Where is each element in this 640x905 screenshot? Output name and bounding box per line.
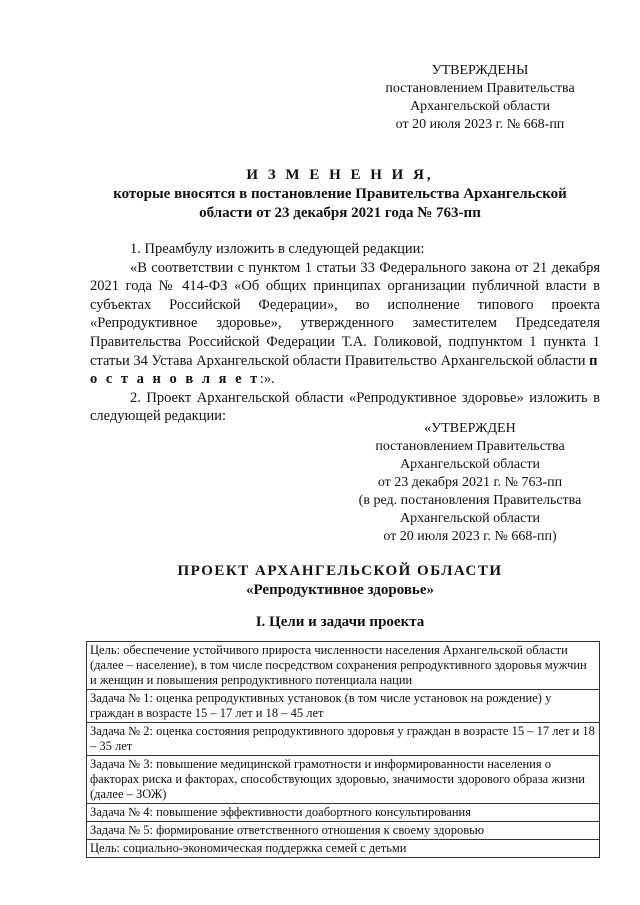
paragraph-2 (90, 259, 600, 389)
title-subtitle-2: области от 23 декабря 2021 года № 763-пп (199, 205, 481, 221)
approval2-line: от 23 декабря 2021 г. № 763-пп (377, 475, 563, 490)
paragraph-2-text: «В соответствии с пунктом 1 статьи 33 Федерального закона от 21 декабря 2021 года № 414-ФЗ «Об общих принципах организации публичной власти в субъектах Российской Федерации», во исполнение типового проекта «Репродуктивное здоровье», утвержденного заместителем Председателя Правительства Российской Федерации Т.А. Голиковой, подпунктом 1 пункта 1 статьи 34 Устава Архангельской области Правительство Архангельской области (90, 259, 600, 369)
table-cell: Цель: социально-экономическая поддержка семей с детьми (87, 840, 600, 858)
table-cell: Задача № 1: оценка репродуктивных установок (в том числе установок на рождение) у граждан в возрасте 15 – 17 лет и 18 – 45 лет (87, 690, 600, 723)
section-title: I. Цели и задачи проекта (255, 614, 425, 630)
document-title (80, 166, 600, 223)
body-text (90, 240, 600, 426)
goals-table (86, 641, 600, 858)
paragraph-2-end: :». (259, 371, 275, 388)
table-row (87, 756, 600, 804)
paragraph-2-emphasis: п о с т а н о в л я е т (90, 352, 601, 388)
paragraph-1: 1. Преамбулу изложить в следующей редакции: (130, 241, 425, 257)
approval2-line: Архангельской области (400, 511, 540, 526)
project-heading: ПРОЕКТ АРХАНГЕЛЬСКОЙ ОБЛАСТИ (177, 563, 503, 579)
table-cell: Задача № 5: формирование ответственного отношения к своему здоровью (87, 822, 600, 840)
approval2-line: постановлением Правительства (375, 439, 565, 454)
approval-line: Архангельской области (410, 99, 550, 114)
project-name: «Репродуктивное здоровье» (245, 582, 435, 598)
table-cell: Цель: обеспечение устойчивого прироста численности населения Архангельской области (далее – население), в том числе посредством сохранения репродуктивного здоровья мужчин и женщин и повышения репродуктивного потенциала нации (87, 642, 600, 690)
table-cell: Задача № 3: повышение медицинской грамотности и информированности населения о факторах риска и факторах, способствующих здоровью, значимости здорового образа жизни (далее – ЗОЖ) (87, 756, 600, 804)
approval2-line: Архангельской области (400, 457, 540, 472)
approval2-line: от 20 июля 2023 г. № 668-пп) (383, 529, 557, 544)
approval2-line: «УТВЕРЖДЕН (424, 421, 516, 436)
approval-line: от 20 июля 2023 г. № 668-пп (395, 117, 565, 132)
title-subtitle-1: которые вносятся в постановление Правительства Архангельской (113, 186, 567, 202)
table-cell: Задача № 4: повышение эффективности доабортного консультирования (87, 804, 600, 822)
table-row (87, 804, 600, 822)
project-title (80, 562, 600, 600)
approval2-line: (в ред. постановления Правительства (358, 493, 582, 508)
title-heading: И З М Е Н Е Н И Я, (246, 167, 434, 183)
approval-stamp-2 (340, 420, 600, 546)
approval-line: постановлением Правительства (385, 81, 575, 96)
paragraph-3: 2. Проект Архангельской области «Репродуктивное здоровье» изложить в следующей редакции: (90, 389, 600, 425)
approval-line: УТВЕРЖДЕНЫ (431, 63, 529, 78)
approval-stamp (360, 62, 600, 134)
table-row (87, 822, 600, 840)
table-row (87, 642, 600, 690)
table-cell: Задача № 2: оценка состояния репродуктивного здоровья у граждан в возрасте 15 – 17 лет и 18 – 35 лет (87, 723, 600, 756)
table-row (87, 723, 600, 756)
table-row (87, 690, 600, 723)
table-row (87, 840, 600, 858)
